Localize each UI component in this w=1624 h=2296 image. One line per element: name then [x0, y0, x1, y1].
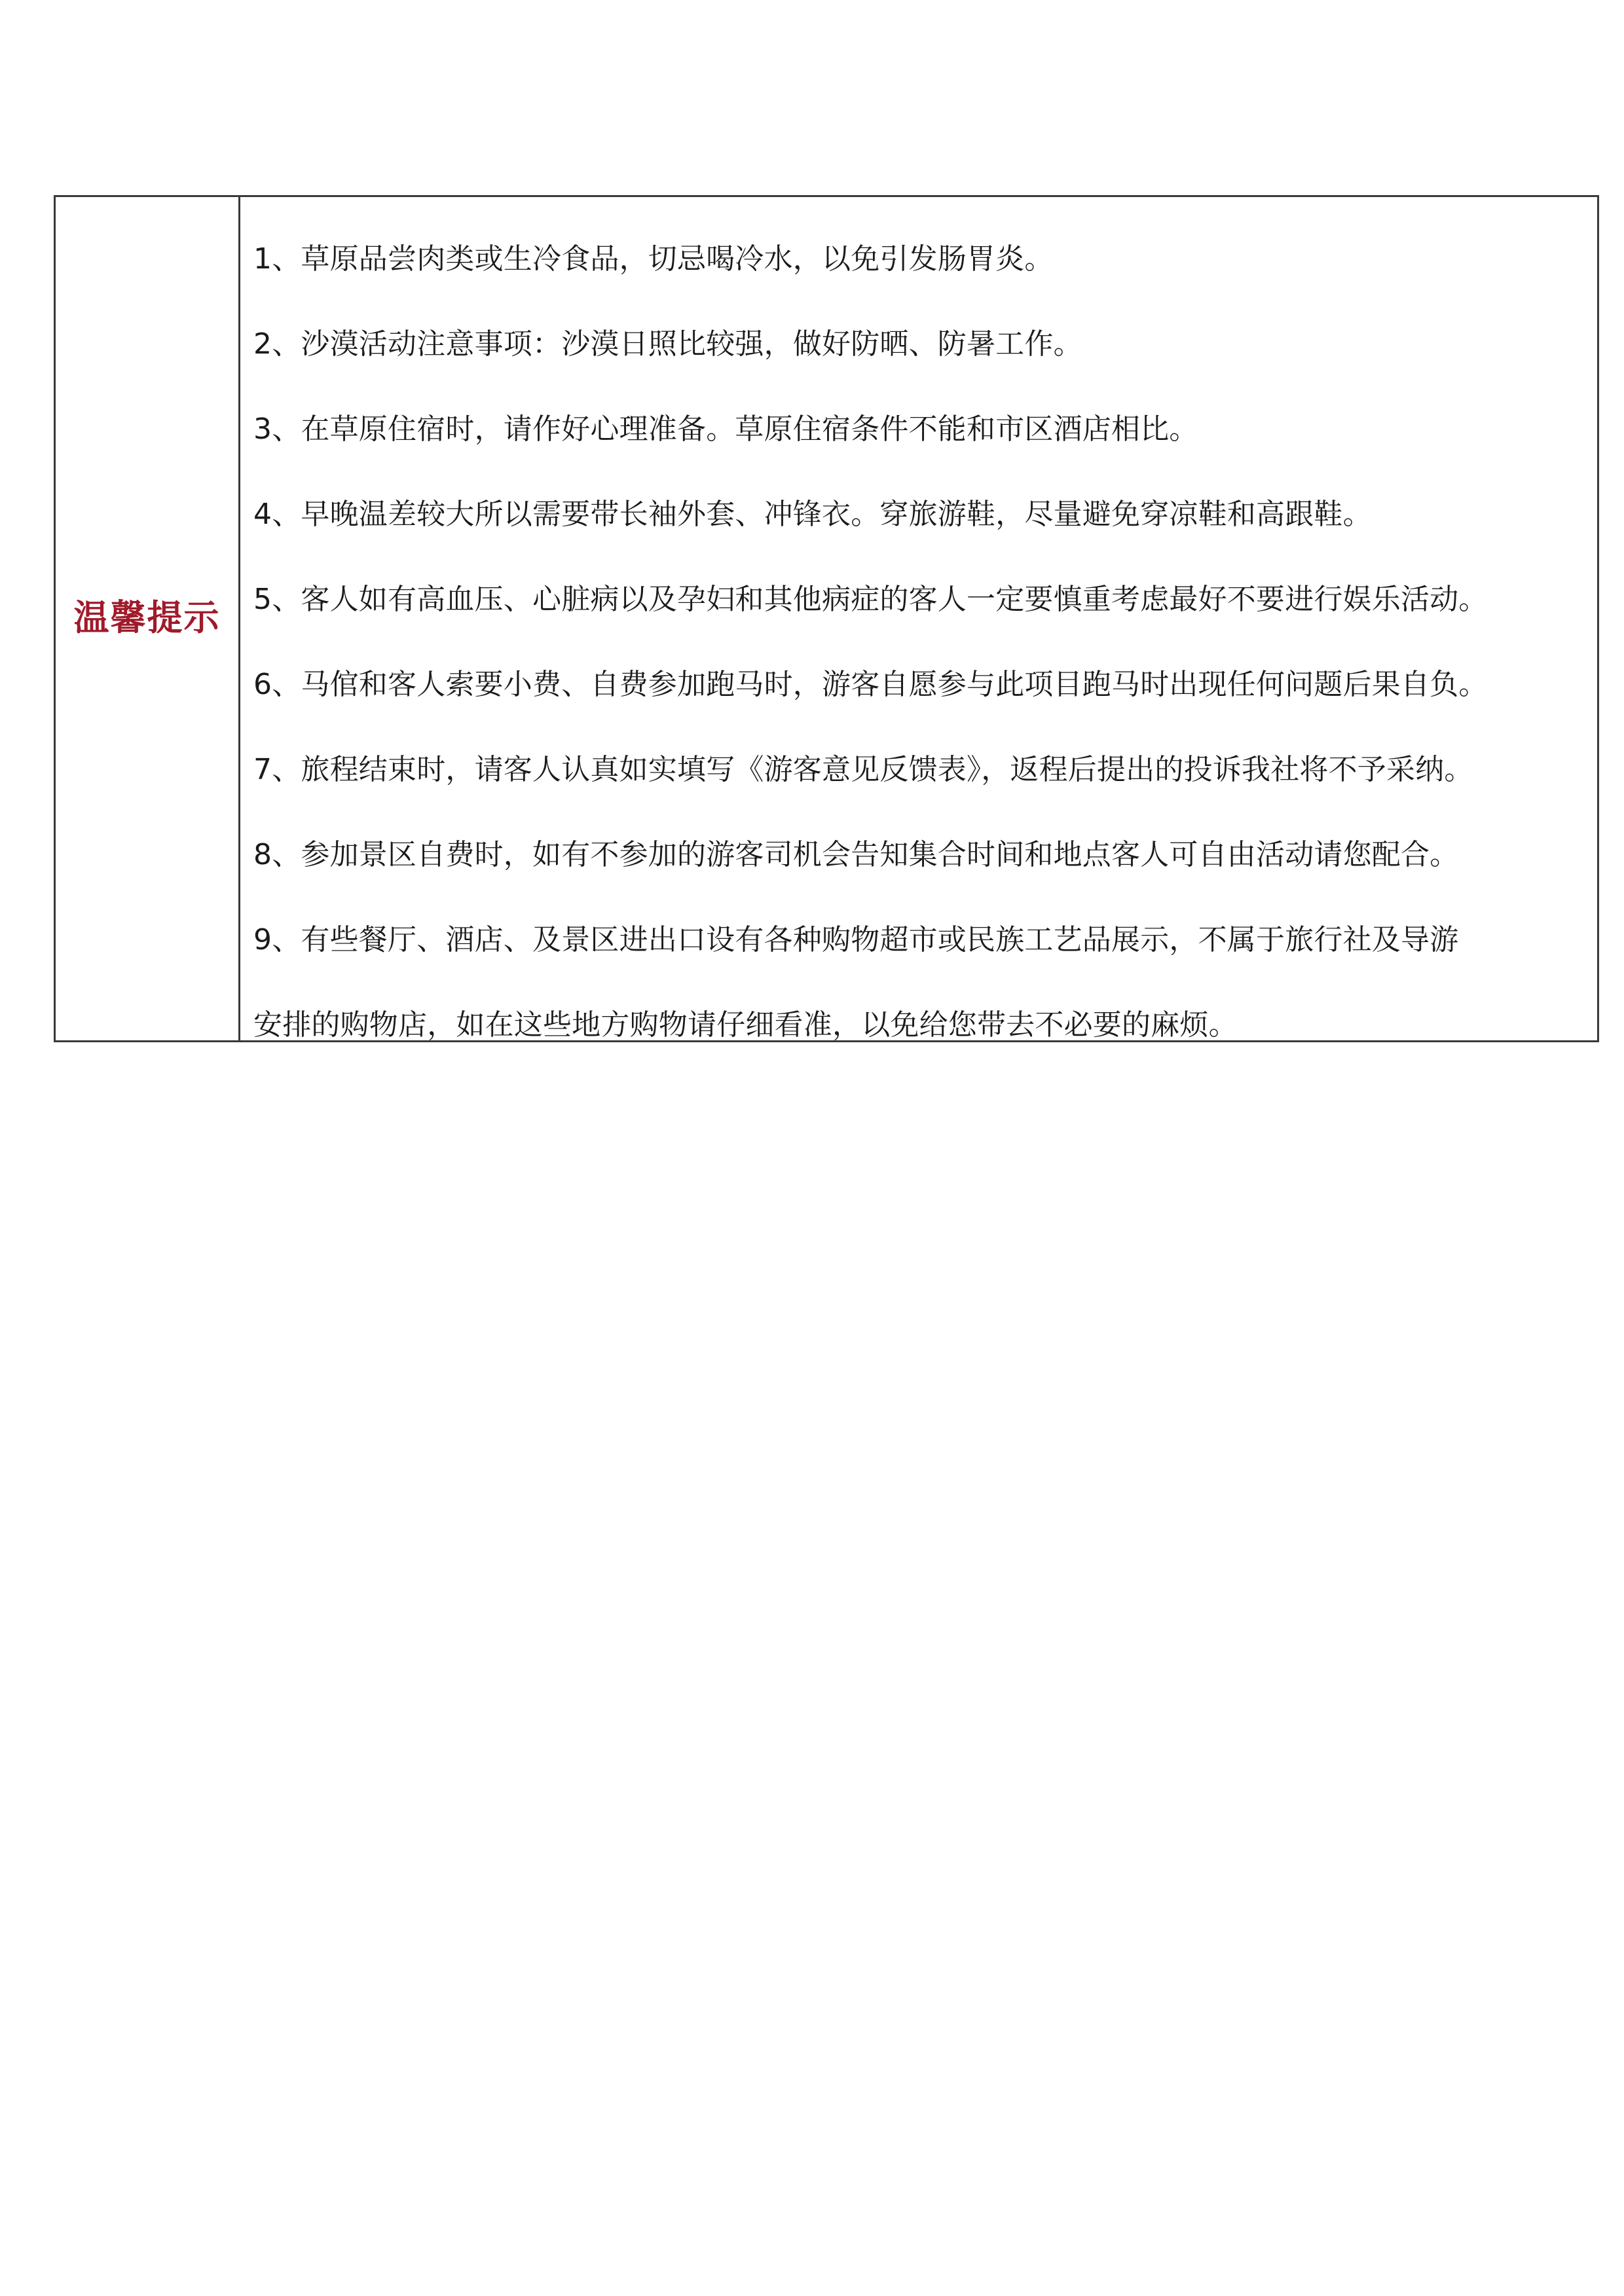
tips-label: 温馨提示	[73, 596, 221, 638]
tip-line-4: 4、早晚温差较大所以需要带长袖外套、冲锋衣。穿旅游鞋，尽量避免穿凉鞋和高跟鞋。	[253, 498, 1372, 531]
tip-line-5: 5、客人如有高血压、心脏病以及孕妇和其他病症的客人一定要慎重考虑最好不要进行娱乐活动。	[253, 583, 1488, 616]
tip-line-8: 8、参加景区自费时，如有不参加的游客司机会告知集合时间和地点客人可自由活动请您配合。	[253, 838, 1459, 871]
tip-line-1: 1、草原品尝肉类或生冷食品，切忌喝冷水，以免引发肠胃炎。	[253, 242, 1054, 276]
tips-label-cell	[56, 197, 240, 1040]
tip-line-9: 9、有些餐厅、酒店、及景区进出口设有各种购物超市或民族工艺品展示，不属于旅行社及导游	[253, 923, 1459, 957]
tip-line-2: 2、沙漠活动注意事项：沙漠日照比较强，做好防晒、防暑工作。	[253, 327, 1082, 361]
tips-table	[54, 195, 1599, 1042]
tip-line-6: 6、马倌和客人索要小费、自费参加跑马时，游客自愿参与此项目跑马时出现任何问题后果自负。	[253, 668, 1488, 701]
tip-line-9-continued: 安排的购物店，如在这些地方购物请仔细看准，以免给您带去不必要的麻烦。	[253, 1008, 1238, 1042]
tip-line-7: 7、旅程结束时，请客人认真如实填写《游客意见反馈表》，返程后提出的投诉我社将不予采纳。	[253, 753, 1473, 786]
tip-line-3: 3、在草原住宿时，请作好心理准备。草原住宿条件不能和市区酒店相比。	[253, 412, 1198, 446]
tips-content-cell	[240, 197, 1597, 1040]
